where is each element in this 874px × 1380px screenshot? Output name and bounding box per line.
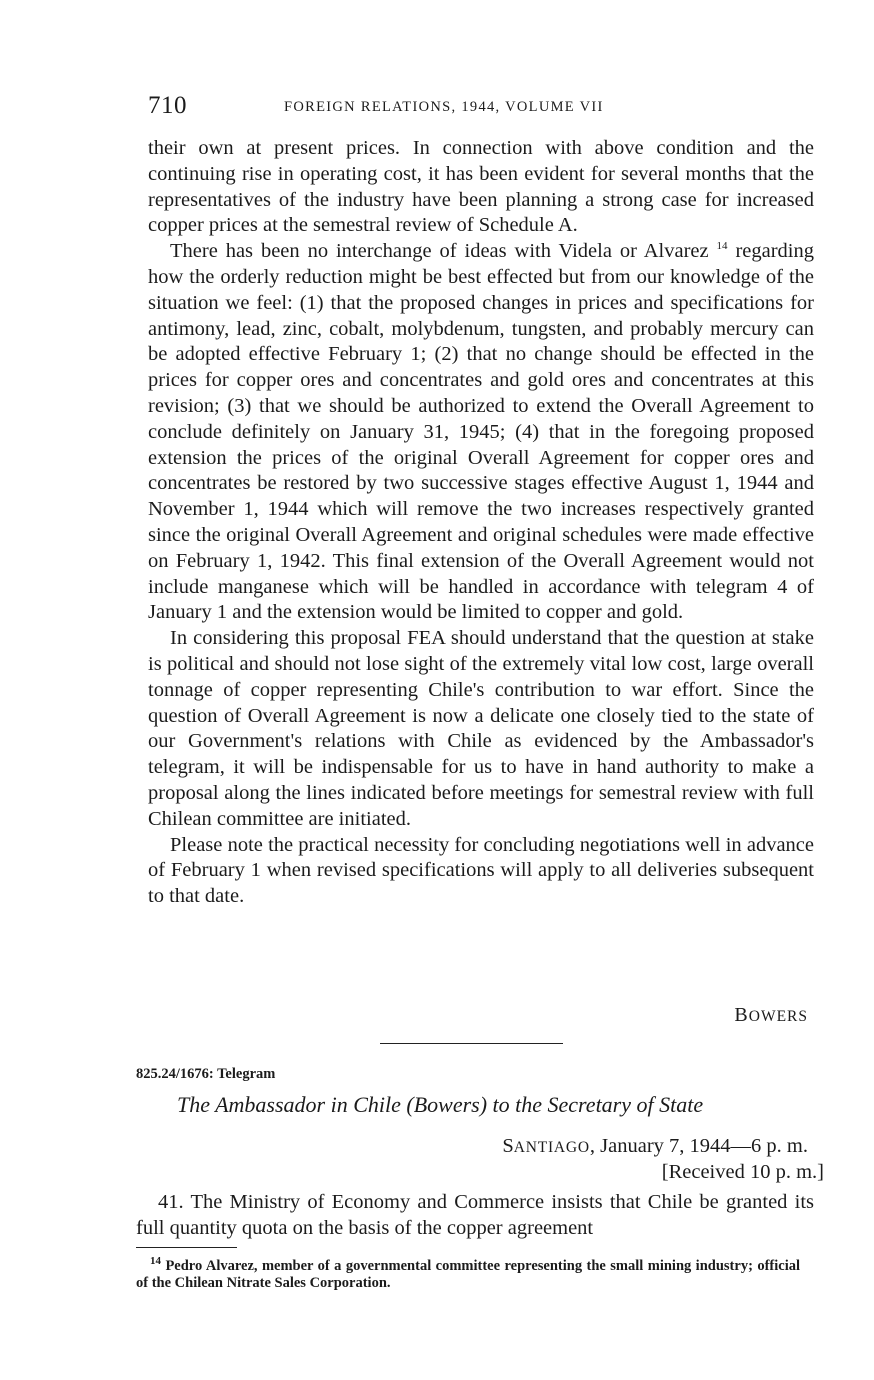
telegram-paragraph: 41. The Ministry of Economy and Commerce insists that Chile be granted its full quantity quota on the basis of the copper agreement: [136, 1191, 814, 1239]
received-note: [Received 10 p. m.]: [661, 1161, 824, 1183]
dateline: [502, 1135, 808, 1158]
signature: [734, 1004, 808, 1027]
body-text: [148, 136, 814, 910]
footnote-text: Pedro Alvarez, member of a governmental committee representing the small mining industry; official of the Chilean Nitrate Sales Corporation.: [136, 1258, 801, 1291]
signature-rest: OWERS: [748, 1008, 808, 1025]
document-heading: The Ambassador in Chile (Bowers) to the Secretary of State: [177, 1092, 704, 1117]
paragraph-proposal: [148, 239, 814, 626]
running-head: [148, 92, 814, 122]
footnote-marker: 14: [150, 1255, 161, 1268]
file-reference: 825.24/1676: Telegram: [136, 1066, 276, 1082]
footnote: [136, 1255, 801, 1292]
date-time: , January 7, 1944—6 p. m.: [589, 1135, 808, 1157]
footnote-reference: 14: [716, 240, 728, 253]
paragraph-proposal-rest: regarding how the orderly reduction might be best effected but from our knowledge of the situation we feel: (1) that the proposed changes in prices and specifications for antimony, lead, zinc, cobalt, molybdenum, tungsten, and probably mercury can be adopted effective February 1; (2) that no change should be effected in the prices for copper ores and concentrates and gold ores and concentrates at this revision; (3) that we should be authorized to extend the Overall Agreement to conclude definitely on January 31, 1945; (4) that in the foregoing proposed extension the prices of the original Overall Agreement for copper ores and concentrates be restored by two successive stages effective August 1, 1944 and November 1, 1944 which will remove the two increases respectively granted since the original Overall Agreement and original schedules were made effective on February 1, 1942. This final extension of the Overall Agreement would not include manganese which will be handled in accordance with telegram 4 of January 1 and the extension would be limited to copper and gold.: [148, 240, 814, 624]
footnote-divider: [136, 1247, 237, 1248]
section-divider: [380, 1043, 563, 1044]
place-rest: ANTIAGO: [513, 1139, 590, 1156]
paragraph-timing: Please note the practical necessity for concluding negotiations well in advance of February 1 when revised specifications will apply to all deliveries subsequent to that date.: [148, 833, 814, 908]
signature-initial: B: [734, 1004, 749, 1026]
page-number: 710: [148, 92, 187, 119]
paragraph-political: In considering this proposal FEA should understand that the question at stake is political and should not lose sight of the extremely vital low cost, large overall tonnage of copper representing Chile's contribution to war effort. Since the question of Overall Agreement is now a delicate one closely tied to the state of our Government's relations with Chile as evidenced by the Ambassador's telegram, it will be indispensable for us to have in hand authority to make a proposal along the lines indicated before meetings for semestral review with full Chilean committee are initiated.: [148, 627, 814, 830]
telegram-text: [136, 1189, 814, 1241]
paragraph-continued: their own at present prices. In connection with above condition and the continuing rise in operating cost, it has been evident for several months that the representatives of the industry have been planning a strong case for increased copper prices at the semestral review of Schedule A.: [148, 137, 814, 237]
place-initial: S: [502, 1135, 514, 1157]
paragraph-proposal-lead: There has been no interchange of ideas with Videla or Alvarez: [170, 240, 709, 263]
running-title: FOREIGN RELATIONS, 1944, VOLUME VII: [284, 99, 604, 115]
